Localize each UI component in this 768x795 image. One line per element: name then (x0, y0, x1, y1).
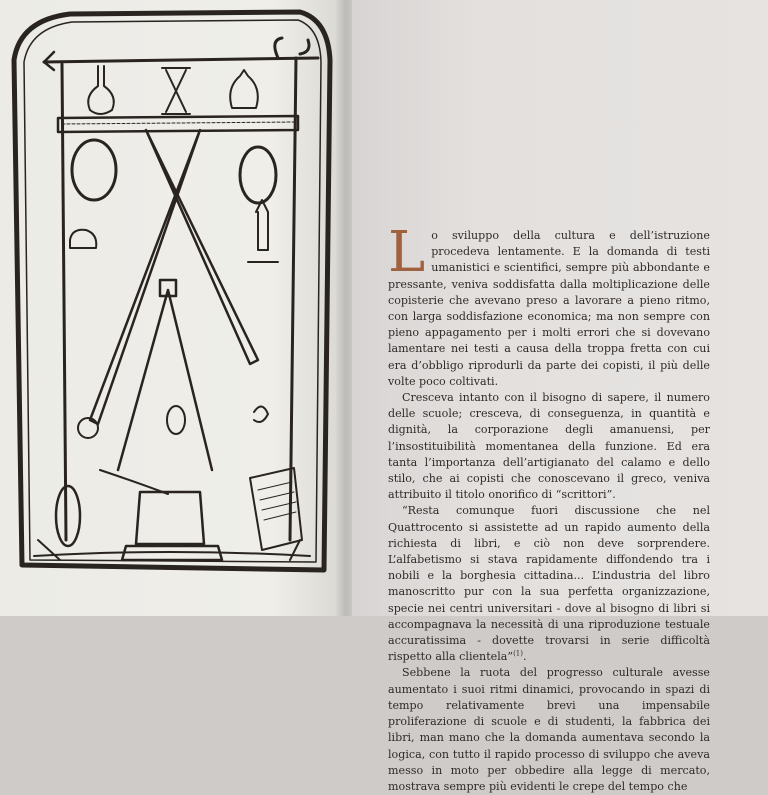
paragraph-2: Cresceva intanto con il bisogno di sapere, il numero delle scuole; cresceva, di conseguenza, in quantità e dignità, la corporazione degli amanuensi, per l’insostituibilità momentanea della funzione. Ed era tanta l’importanza dell’artigianato del calamo e dello stilo, che ai copisti che conoscevano il greco, veniva attribuito il titolo onorifico di “scrittori”. (388, 391, 710, 502)
bell-icon (70, 230, 96, 248)
jar-icon (230, 70, 258, 108)
hourglass-icon (162, 68, 190, 114)
seal-icon-3 (254, 406, 268, 422)
footnote-ref: (1) (513, 649, 523, 658)
left-pole (62, 64, 66, 540)
seal-icon-1 (78, 418, 98, 438)
candle-icon (248, 200, 278, 262)
book-icon (250, 468, 302, 550)
ground (34, 552, 310, 556)
scissors-handle-right (240, 147, 276, 203)
paragraph-4: Sebbene la ruota del progresso culturale avesse aumentato i suoi ritmi dinamici, provocando in spazi di tempo relativamente brevi una impensabile proliferazione di scuole e di studenti, la fabbrica dei libri, man mano che la domanda aumentava secondo la logica, con tutto il rapido processo di sviluppo che aveva messo in moto per obbedire alla legge di mercato, mostrava sempre più evidenti le crepe del tempo che (388, 666, 710, 793)
frame-inner (24, 20, 321, 562)
paragraph-3: “Resta comunque fuori discussione che nel Quattrocento si assistette ad un rapido aumento della richiesta di libri, e ciò non deve sorprendere. L’alfabetismo si stava rapidamente diffondendo tra i nobili e la borghesia cittadina... L’industria del libro manoscritto pur con la sua perfetta organizzazione, specie nei centri universitari - dove al bisogno di libri si accompagnava la necessità di una riproduzione testuale accuratissima - dovette trovarsi in serie difficoltà rispetto alla clientela”$^{(1)}$. (388, 504, 710, 664)
right-hook (275, 38, 309, 58)
seal-icon-2 (167, 406, 185, 434)
inkwell-icon (122, 492, 222, 560)
scissors-handle-left (72, 140, 116, 200)
brush-icon (56, 486, 80, 546)
woodcut-illustration (0, 0, 342, 616)
scissors-blade-2 (90, 130, 200, 424)
drop-cap: L (388, 220, 426, 285)
paragraph-1: Lo sviluppo della cultura e dell’istruzione procedeva lentamente. E la domanda di testi umanistici e scientifici, sempre più abbondante e pressante, veniva soddisfatta dalla moltiplicazione delle copisterie che avevano preso a lavorare a pieno ritmo, con larga soddisfazione economica; ma non sempre con pieno appagamento per i molti errori che si dovevano lamentare nei testi a causa della troppa fretta con cui era d’obbligo riprodurli da parte dei copisti, il più delle volte poco coltivati. (388, 220, 710, 388)
flask-icon (88, 66, 114, 114)
body-text (388, 220, 710, 795)
quill-icon (100, 470, 168, 494)
